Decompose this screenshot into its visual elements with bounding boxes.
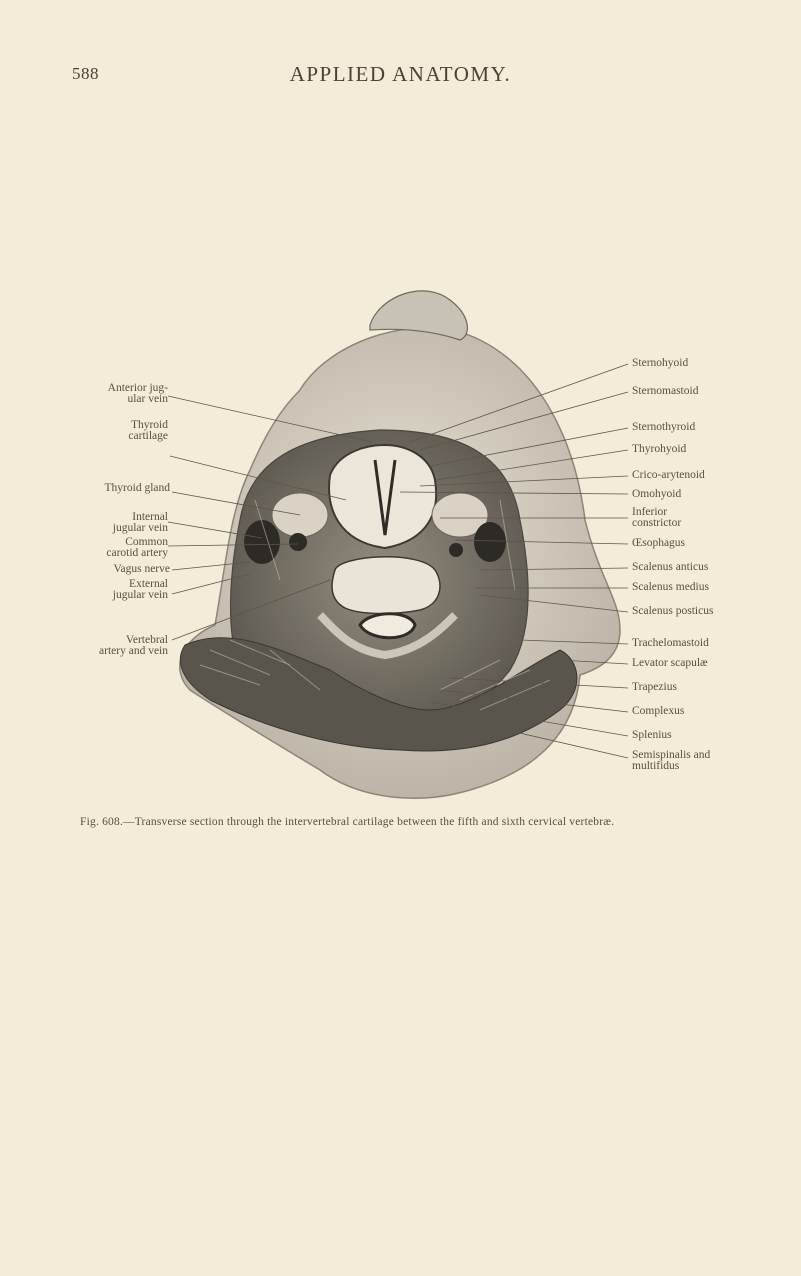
label-scalenus-anticus: Scalenus anticus [632,561,709,573]
label-sternohyoid: Sternohyoid [632,357,689,369]
label-crico-arytenoid: Crico-arytenoid [632,469,705,481]
label-external-jugular-vein: External jugular vein [112,578,168,601]
label-levator-scapulae: Levator scapulæ [632,657,708,669]
label-complexus: Complexus [632,705,685,717]
page-header [0,62,801,92]
label-thyrohyoid: Thyrohyoid [632,443,687,455]
anatomy-figure [0,270,801,820]
label-inferior-constrictor: Inferior constrictor [632,506,682,529]
figure-caption: Fig. 608.—Transverse section through the intervertebral cartilage between the fifth and sixth cervical vertebræ. [80,816,615,828]
label-scalenus-medius: Scalenus medius [632,581,709,593]
page-number: 588 [72,64,99,83]
label-sternothyroid: Sternothyroid [632,421,696,433]
label-thyroid-cartilage: Thyroid cartilage [128,419,168,442]
label-internal-jugular-vein: Internal jugular vein [112,511,168,534]
label-vertebral-artery-and-vein: Vertebral artery and vein [99,634,168,657]
label-omohyoid: Omohyoid [632,488,682,500]
label-splenius: Splenius [632,729,672,741]
label-scalenus-posticus: Scalenus posticus [632,605,714,617]
label-anterior-jugular-vein: Anterior jug- ular vein [107,382,168,405]
label-thyroid-gland: Thyroid gland [104,482,170,494]
label-sternomastoid: Sternomastoid [632,385,699,397]
running-head: APPLIED ANATOMY. [289,62,512,86]
label-trachelomastoid: Trachelomastoid [632,637,709,649]
label-vagus-nerve: Vagus nerve [113,563,170,575]
label-common-carotid-artery: Common carotid artery [106,536,168,559]
label-semispinalis-and-multifidus: Semispinalis and multifidus [632,749,711,772]
label-oesophagus: Œsophagus [632,537,686,549]
label-trapezius: Trapezius [632,681,677,693]
